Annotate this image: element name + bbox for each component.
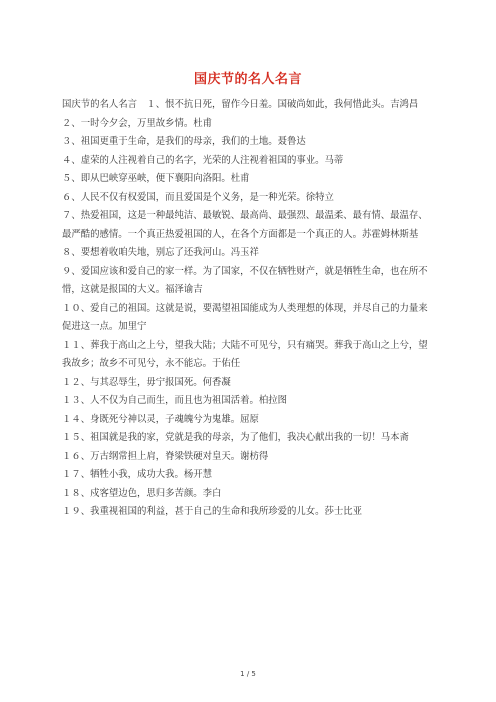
page-number: 1 / 5 <box>240 670 256 678</box>
paragraph: ８、要想着收咱失地，别忘了还我河山。冯玉祥 <box>62 247 259 258</box>
paragraph: １７、牺牲小我，成功大我。杨开慧 <box>62 469 213 480</box>
paragraph: ４、虚荣的人注视着自己的名字，光荣的人注视着祖国的事业。马蒂 <box>62 154 344 166</box>
paragraph: １３、人不仅为自己而生，而且也为祖国活着。柏拉图 <box>62 395 288 406</box>
paragraph: ６、人民不仅有权爱国，而且爱国是个义务，是一种光荣。徐特立 <box>62 191 334 203</box>
paragraph: 国庆节的名人名言 １、恨不抗日死，留作今日羞。国破尚如此，我何惜此头。吉鸿昌 <box>62 99 419 110</box>
paragraph: １１、葬我于高山之上兮，望我大陆；大陆不可见兮，只有痛哭。葬我于高山之上兮，望我故乡；故乡不可见兮，永不能忘。于佑任 <box>62 339 428 369</box>
paragraph: １４、身既死兮神以灵，子魂魄兮为鬼雄。屈原 <box>62 413 259 425</box>
paragraph: ２、一时今夕会，万里故乡情。杜甫 <box>62 117 213 129</box>
document-title: 国庆节的名人名言 <box>193 72 302 87</box>
paragraph: １０、爱自己的祖国。这就是说，要渴望祖国能成为人类理想的体现，并尽自己的力量来促进这一点。加里宁 <box>62 302 428 332</box>
paragraph: １６、万古纲常担上肩，脊梁铁硬对皇天。谢枋得 <box>62 450 269 462</box>
paragraph: ７、热爱祖国，这是一种最纯洁、最敏锐、最高尚、最强烈、最温柔、最有情、最温存、最严酷的感情。一个真正热爱祖国的人，在各个方面都是一个真正的人。苏霍姆林斯基 <box>62 210 428 240</box>
paragraph: １８、戍客望边色，思归多苦颜。李白 <box>62 487 222 499</box>
document-body <box>62 96 434 522</box>
paragraph: １９、我重视祖国的利益，甚于自己的生命和我所珍爱的儿女。莎士比亚 <box>62 506 363 517</box>
paragraph: １５、祖国就是我的家，党就是我的母亲，为了他们，我决心献出我的一切！马本斋 <box>62 432 409 443</box>
paragraph: ９、爱国应该和爱自己的家一样。为了国家，不仅在牺牲财产，就是牺牲生命，也在所不惜，这就是报国的大义。福泽谕吉 <box>62 265 428 295</box>
paragraph: ５、即从巴峡穿巫峡，便下襄阳向洛阳。杜甫 <box>62 173 250 184</box>
paragraph: １２、与其忍辱生，毋宁报国死。何香凝 <box>62 376 231 388</box>
paragraph: ３、祖国更重于生命，是我们的母亲，我们的土地。聂鲁达 <box>62 136 306 147</box>
